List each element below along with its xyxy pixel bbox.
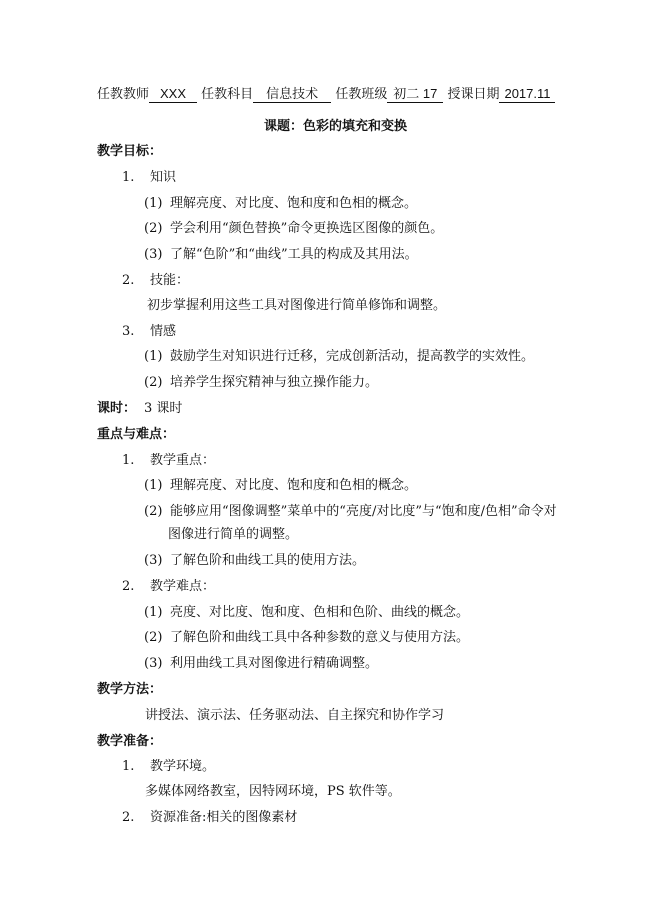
focus-title: 1. 教学重点： <box>122 453 216 468</box>
methods-heading: 教学方法： <box>97 682 163 697</box>
list-item: (2) 培养学生探究精神与独立操作能力。 <box>144 375 379 390</box>
list-item: (1) 理解亮度、对比度、饱和度和色相的概念。 <box>144 196 418 211</box>
list-number: 1. <box>122 170 135 185</box>
class-value: 初二 17 <box>387 86 443 103</box>
subject-label: 任教科目 <box>201 87 254 102</box>
teacher-value: XXX <box>149 86 197 103</box>
objectives-heading: 教学目标： <box>97 144 163 159</box>
list-item-continuation: 图像进行简单的调整。 <box>168 527 299 542</box>
list-number: 2. <box>122 810 135 825</box>
resource-title: 2. 资源准备:相关的图像素材 <box>122 810 298 825</box>
list-item: (3) 利用曲线工具对图像进行精确调整。 <box>144 656 379 671</box>
list-number: 1. <box>122 453 135 468</box>
env-text: 多媒体网络教室，因特网环境，PS 软件等。 <box>145 784 401 799</box>
keypoints-heading: 重点与难点： <box>97 427 176 442</box>
topic-title: 课题：色彩的填充和变换 <box>264 119 408 134</box>
list-item: (1) 亮度、对比度、饱和度、色相和色阶、曲线的概念。 <box>144 605 470 620</box>
subject-value: 信息技术 <box>253 86 331 103</box>
list-item: (2) 能够应用“图像调整”菜单中的“亮度/对比度”与“饱和度/色相”命令对 <box>144 504 557 519</box>
list-item: (3) 了解“色阶”和“曲线”工具的构成及其用法。 <box>144 247 418 262</box>
list-item: (1) 理解亮度、对比度、饱和度和色相的概念。 <box>144 478 418 493</box>
methods-text: 讲授法、演示法、任务驱动法、自主探究和协作学习 <box>145 708 445 723</box>
teacher-label: 任教教师 <box>97 87 150 102</box>
list-number: 3. <box>122 324 135 339</box>
date-label: 授课日期 <box>447 87 500 102</box>
list-item: (2) 学会利用“颜色替换”命令更换选区图像的颜色。 <box>144 221 444 236</box>
list-item: (3) 了解色阶和曲线工具的使用方法。 <box>144 553 366 568</box>
list-item: (2) 了解色阶和曲线工具中各种参数的意义与使用方法。 <box>144 630 470 645</box>
emotion-title: 3. 情感 <box>122 324 177 339</box>
header-row <box>97 86 555 104</box>
skill-title: 2. 技能： <box>122 273 190 288</box>
hours-label: 课时： <box>97 401 137 416</box>
date-value: 2017.11 <box>499 86 555 103</box>
skill-text: 初步掌握利用这些工具对图像进行简单修饰和调整。 <box>147 298 447 313</box>
difficulty-title: 2. 教学难点： <box>122 579 216 594</box>
hours-value: 3 课时 <box>144 401 183 416</box>
hours-row <box>97 400 182 418</box>
list-number: 2. <box>122 273 135 288</box>
list-item: (1) 鼓励学生对知识进行迁移，完成创新活动，提高教学的实效性。 <box>144 349 535 364</box>
knowledge-title: 1. 知识 <box>122 170 177 185</box>
env-title: 1. 教学环境。 <box>122 759 216 774</box>
list-number: 1. <box>122 759 135 774</box>
list-number: 2. <box>122 579 135 594</box>
preparation-heading: 教学准备： <box>97 734 163 749</box>
class-label: 任教班级 <box>335 87 388 102</box>
